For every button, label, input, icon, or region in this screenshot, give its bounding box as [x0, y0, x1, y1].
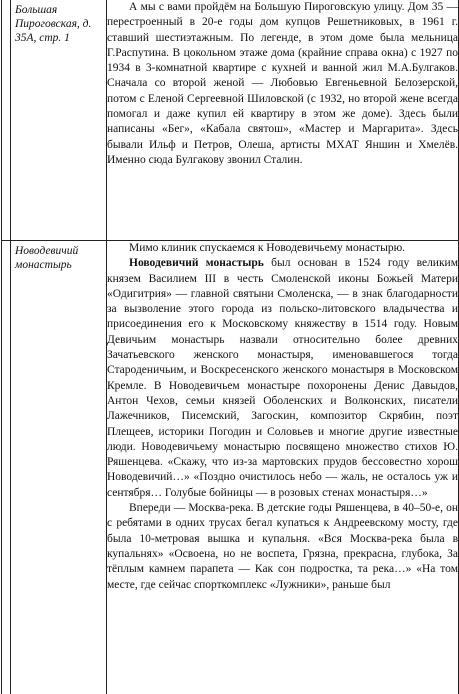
row-number-cell [2, 0, 11, 241]
paragraph-text: Мимо клиник спускаемся к Новодевичьему монастырю. [129, 242, 406, 254]
place-cell [11, 241, 107, 694]
excursion-table [1, 0, 459, 694]
paragraph-text: Впереди — Москва-река. В детские годы Ряшенцева, в 40–50-е, он с ребятами в одних трусах бегал купаться к Андреевскому мосту, где была 10-метровая вышка и купальня. «Вся Москва-река была в купальнях» «Освоена, но не воспета, Грязна, прекрасна, глубока, За тёплым камнем парапета — Как сон подростка, та река…» «На том месте, где сейчас спорткомплекс «Лужники», раньше был [107, 502, 458, 591]
description-paragraph [107, 256, 458, 501]
description-cell [107, 0, 459, 241]
row-number-cell [2, 241, 11, 694]
description-paragraph [107, 501, 458, 593]
place-name: Новодевичий монастырь [15, 245, 79, 271]
description-paragraph [107, 241, 458, 256]
description-paragraph [107, 0, 458, 168]
paragraph-text: был основан в 1524 году великим князем Василием III в честь Смоленской иконы Божьей Матери «Одигитрия» — главной святыни Смоленска, — в знак благодарности за вызволение этого города из польско-литовского владычества и присоединения его к Московскому княжеству в 1514 году. Новым Девичьим монастырь назвали относительно более древних Зачатьевского женского монастыря, именовавшегося тогда Староденичьим, и Воскресенского женского монастыря в Московском Кремле. В Новодевичьем монастыре похоронены Денис Давыдов, Антон Чехов, семьи князей Оболенских и Волконских, писатели Лажечников, Писемский, Загоскин, композитор Скрябин, поэт Плещеев, историки Погодин и Соловьев и многие другие известные люди. Новодевичьему монастырю посвящено множество стихов Ю. Ряшенцева. «Скажу, что из-за мартовских прудов бессовестно хорош Новодевичий…» «Поздно очистилось небо — жаль, не осталось уж и сентября… Голубые бойницы — в розовых стенах монастыря…» [107, 257, 458, 499]
paragraph-text: А мы с вами пройдём на Большую Пироговскую улицу. Дом 35 — перестроенный в 20-е годы дом купцов Решетниковых, в 1961 г. ставший шестиэтажным. По легенде, в этом доме была мельница Г.Распутина. В цокольном этаже дома (крайние справа окна) с 1927 по 1934 в 3-комнатной квартире с кухней и ванной жил М.А.Булгаков. Сначала со второй женой — Любовью Евгеньевной Белозерской, потом с Еленой Сергеевной Шиловской (с 1932, но второй жене всегда помогал и даже купил ей квартиру в этом же доме). Здесь были написаны «Бег», «Кабала святош», «Мастер и Маргарита». Здесь бывали Ильф и Петров, Олеша, артисты МХАТ Яншин и Хмелёв. Именно сюда Булгакову звонил Сталин. [107, 1, 458, 166]
table-row [2, 0, 459, 241]
paragraph-lead: Новодевичий монастырь [129, 257, 264, 270]
place-name: Большая Пироговская, д. 35А, стр. 1 [15, 4, 92, 44]
place-cell [11, 0, 107, 241]
description-cell [107, 241, 459, 694]
table-row [2, 241, 459, 694]
